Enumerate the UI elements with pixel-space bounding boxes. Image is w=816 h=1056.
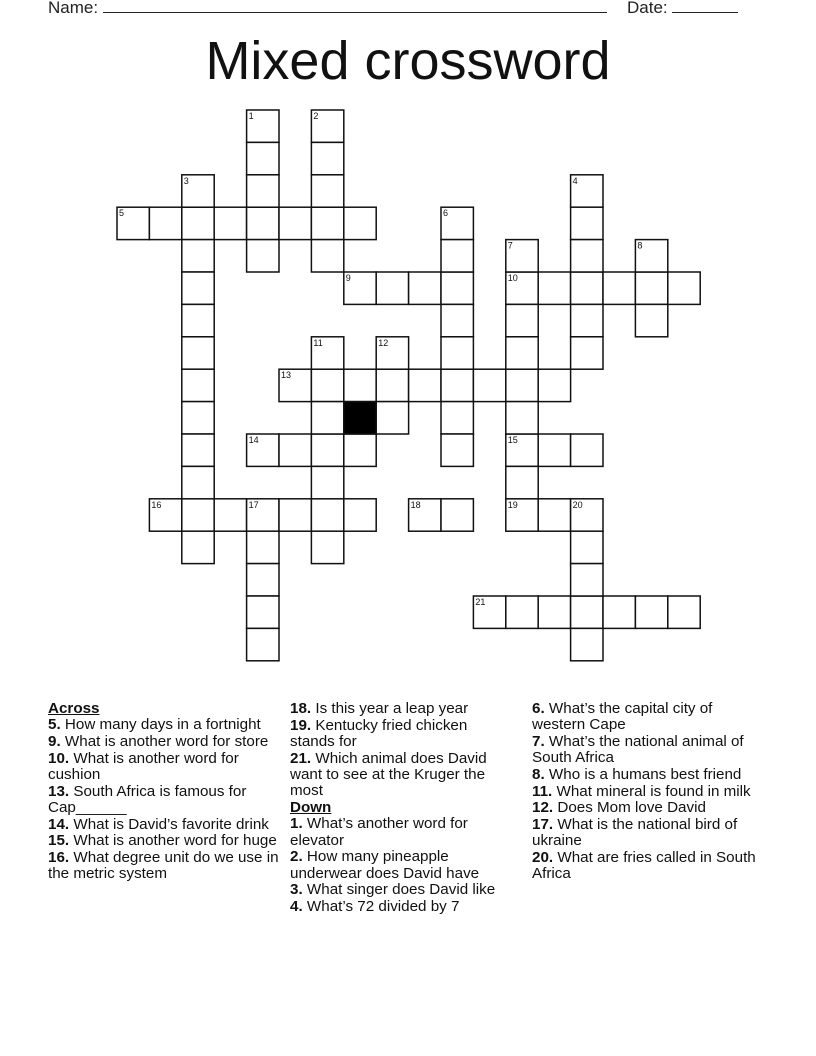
grid-cell[interactable] [538, 272, 570, 304]
grid-cell[interactable] [214, 207, 246, 239]
grid-cell[interactable] [311, 531, 343, 563]
grid-number: 10 [507, 273, 518, 283]
grid-cell[interactable] [344, 499, 376, 531]
grid-cell[interactable] [571, 240, 603, 272]
grid-cell[interactable] [149, 207, 181, 239]
grid-number: 13 [281, 370, 292, 381]
grid-cell[interactable] [279, 434, 311, 466]
grid-cell[interactable] [376, 272, 408, 304]
clue-down: 12. Does Mom love David [532, 799, 706, 817]
grid-cell[interactable] [247, 596, 279, 628]
date-label: Date: [627, 0, 668, 17]
grid-cell[interactable] [473, 369, 505, 401]
clue-across: 18. Is this year a leap year [290, 700, 469, 717]
page-title: Mixed crossword [205, 31, 611, 91]
grid-number: 8 [637, 240, 643, 251]
grid-cell[interactable] [538, 596, 570, 628]
grid-number: 4 [572, 175, 578, 186]
grid-cell[interactable] [311, 402, 343, 434]
grid-cell[interactable] [571, 207, 603, 239]
grid-number: 19 [507, 499, 518, 510]
name-line[interactable] [103, 0, 607, 13]
clue-down: 17. What is the national bird of ukraine [532, 815, 738, 850]
grid-number: 6 [443, 208, 449, 219]
grid-cell[interactable] [311, 175, 343, 207]
grid-cell[interactable] [635, 596, 667, 628]
grid-cell[interactable] [603, 596, 635, 628]
grid-cell[interactable] [247, 207, 279, 239]
grid-cell[interactable] [182, 240, 214, 272]
grid-cell[interactable] [506, 402, 538, 434]
grid-cell[interactable] [538, 499, 570, 531]
grid-cell[interactable] [344, 434, 376, 466]
grid-cell[interactable] [344, 369, 376, 401]
blocked-cell [344, 402, 376, 434]
grid-cell[interactable] [376, 402, 408, 434]
grid-cell[interactable] [506, 304, 538, 336]
grid-cell[interactable] [344, 207, 376, 239]
clue-column-3 [532, 701, 762, 883]
grid-cell[interactable] [441, 240, 473, 272]
grid-number: 16 [151, 499, 162, 510]
grid-number: 18 [410, 499, 421, 510]
grid-cell[interactable] [668, 596, 700, 628]
grid-cell[interactable] [182, 434, 214, 466]
clue-column-2 [290, 701, 512, 916]
grid-cell[interactable] [571, 434, 603, 466]
grid-cell[interactable] [635, 304, 667, 336]
grid-cell[interactable] [506, 596, 538, 628]
clue-across: 21. Which animal does David want to see at the Kruger the most [290, 749, 487, 800]
across-heading: Across [48, 700, 100, 717]
grid-number: 11 [313, 337, 323, 348]
grid-cell[interactable] [247, 531, 279, 563]
grid-number: 17 [248, 499, 259, 510]
grid-cell[interactable] [182, 304, 214, 336]
grid-cell[interactable] [409, 272, 441, 304]
clue-column-1 [48, 701, 280, 883]
grid-cell[interactable] [311, 434, 343, 466]
grid-number: 15 [507, 435, 518, 445]
clue-down: 4. What’s 72 divided by 7 [290, 898, 460, 915]
clue-down: 8. Who is a humans best friend [532, 766, 742, 783]
grid-number: 12 [378, 337, 389, 348]
down-heading: Down [290, 799, 332, 816]
grid-cell[interactable] [182, 531, 214, 563]
grid-cell[interactable] [182, 402, 214, 434]
grid-cell[interactable] [311, 142, 343, 174]
clue-down: 1. What’s another word for elevator [290, 815, 468, 849]
grid-cell[interactable] [182, 369, 214, 401]
grid-cell[interactable] [247, 628, 279, 660]
grid-cell[interactable] [538, 434, 570, 466]
grid-cell[interactable] [441, 402, 473, 434]
date-field[interactable] [627, 0, 738, 18]
grid-cell[interactable] [182, 499, 214, 531]
grid-cell[interactable] [311, 466, 343, 498]
clue-across: 5. How many days in a fortnight [48, 716, 261, 734]
grid-cell[interactable] [506, 369, 538, 401]
grid-cell[interactable] [247, 564, 279, 596]
grid-cell[interactable] [571, 304, 603, 336]
clue-down: 6. What’s the capital city of western Cape [532, 700, 713, 734]
clue-across: 19. Kentucky fried chicken stands for [290, 716, 468, 750]
grid-cell[interactable] [571, 564, 603, 596]
grid-cell[interactable] [571, 272, 603, 304]
grid-cell[interactable] [182, 207, 214, 239]
name-field[interactable] [48, 0, 607, 18]
grid-cell[interactable] [571, 337, 603, 369]
grid-number: 1 [248, 111, 254, 121]
grid-cell[interactable] [182, 272, 214, 304]
grid-number: 7 [507, 240, 513, 251]
grid-cell[interactable] [214, 499, 246, 531]
grid-cell[interactable] [506, 466, 538, 498]
grid-cell[interactable] [182, 466, 214, 498]
grid-cell[interactable] [311, 240, 343, 272]
grid-number: 2 [313, 111, 319, 121]
grid-number: 3 [183, 175, 189, 186]
grid-cell[interactable] [247, 175, 279, 207]
clue-down: 11. What mineral is found in milk [532, 782, 751, 800]
grid-cell[interactable] [668, 272, 700, 304]
grid-cell[interactable] [603, 272, 635, 304]
grid-cell[interactable] [506, 337, 538, 369]
grid-cell[interactable] [441, 369, 473, 401]
name-label: Name: [48, 0, 99, 17]
grid-cell[interactable] [311, 369, 343, 401]
grid-cell[interactable] [182, 337, 214, 369]
clue-across: 13. South Africa is famous for Cap______ [48, 782, 247, 816]
grid-cell[interactable] [441, 434, 473, 466]
grid-cell[interactable] [571, 596, 603, 628]
grid-number: 9 [345, 273, 351, 283]
clue-down: 3. What singer does David like [290, 881, 496, 899]
grid-cell[interactable] [538, 369, 570, 401]
clue-across: 10. What is another word for cushion [48, 749, 239, 783]
grid-cell[interactable] [311, 207, 343, 239]
grid-number: 14 [248, 435, 259, 445]
grid-number: 21 [475, 597, 486, 607]
grid-cell[interactable] [441, 499, 473, 531]
grid-cell[interactable] [376, 369, 408, 401]
grid-cell[interactable] [441, 337, 473, 369]
clue-across: 16. What degree unit do we use in the metric system [48, 848, 279, 883]
clue-across: 14. What is David’s favorite drink [48, 815, 269, 833]
clue-across: 15. What is another word for huge [48, 832, 277, 850]
grid-cell[interactable] [441, 272, 473, 304]
grid-cell[interactable] [409, 369, 441, 401]
clue-across: 9. What is another word for store [48, 733, 269, 750]
grid-cell[interactable] [571, 531, 603, 563]
grid-cell[interactable] [441, 304, 473, 336]
clue-down: 7. What’s the national animal of South Africa [532, 733, 744, 767]
grid-cell[interactable] [247, 142, 279, 174]
date-line[interactable] [672, 0, 738, 13]
grid-cell[interactable] [635, 272, 667, 304]
grid-cell[interactable] [247, 240, 279, 272]
clue-down: 20. What are fries called in South Africa [532, 848, 756, 883]
grid-number: 20 [572, 499, 583, 510]
grid-cell[interactable] [279, 207, 311, 239]
grid-cell[interactable] [279, 499, 311, 531]
grid-cell[interactable] [311, 499, 343, 531]
grid-number: 5 [119, 208, 125, 219]
grid-cell[interactable] [571, 628, 603, 660]
clue-down: 2. How many pineapple underwear does David have [290, 848, 480, 882]
